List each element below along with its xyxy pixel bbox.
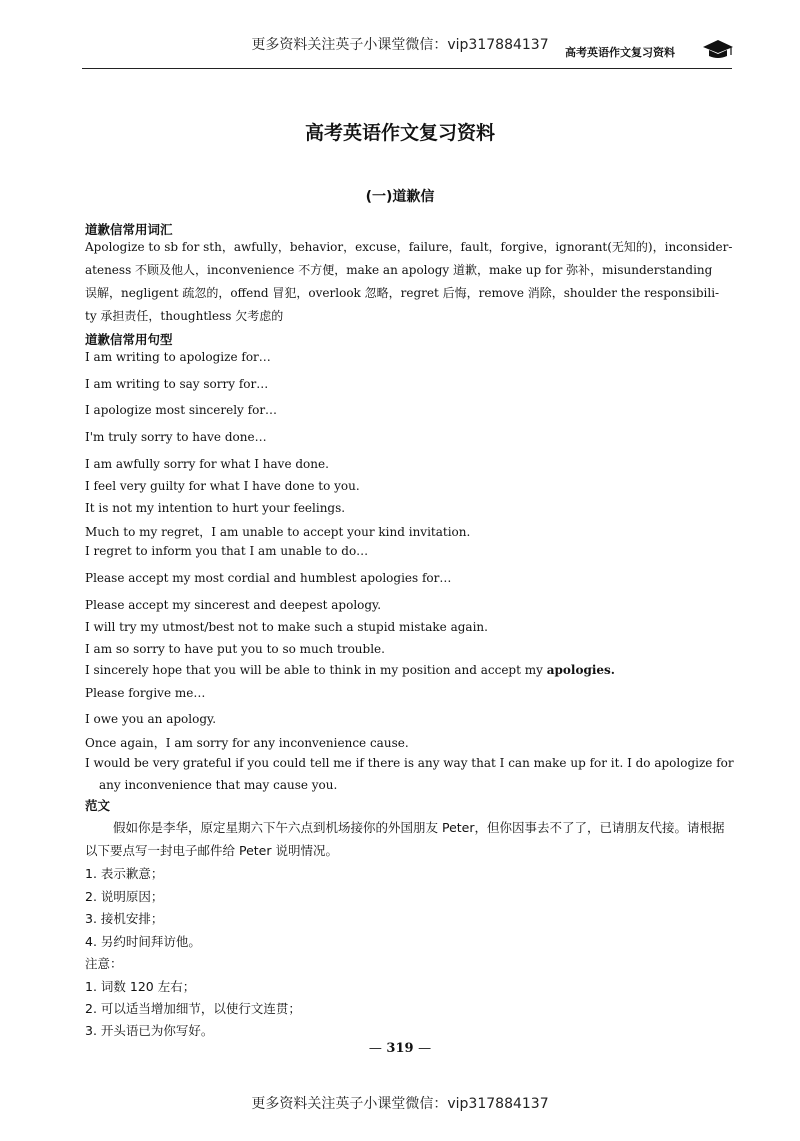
sentence-line: Much to my regret，I am unable to accept your kind invitation. xyxy=(85,525,471,539)
prompt-paragraph: 假如你是李华，原定星期六下午六点到机场接你的外国朋友 Peter，但你因事去不了了，已请朋友代接。请根据以下要点写一封电子邮件给 Peter 说明情况。 xyxy=(85,820,725,858)
watermark-bottom: 更多资料关注英子小课堂微信：vip317884137 xyxy=(251,1096,549,1112)
vocab-line: ty 承担责任，thoughtless 欠考虑的 xyxy=(85,309,284,323)
sentence-line: I am writing to apologize for… xyxy=(85,350,271,364)
last-sentence xyxy=(85,752,735,796)
sentence-line: Please forgive me… xyxy=(85,686,206,700)
vocab-paragraph xyxy=(85,236,735,328)
sentence-line: I am writing to say sorry for… xyxy=(85,377,269,391)
point-item: 3. 接机安排； xyxy=(85,911,164,926)
page-title: 高考英语作文复习资料 xyxy=(304,122,495,144)
sentence-line: I am awfully sorry for what I have done. xyxy=(85,457,329,471)
vocab-line: ateness 不顾及他人，inconvenience 不方便，make an apology 道歉，make up for 弥补，misunderstanding xyxy=(85,263,713,277)
note-item: 1. 词数 120 左右； xyxy=(85,979,196,994)
sentence-line: Once again，I am sorry for any inconvenience cause. xyxy=(85,736,409,750)
sentence-line: Please accept my sincerest and deepest apology. xyxy=(85,598,382,612)
vocab-line: Apologize to sb for sth，awfully，behavior，excuse，failure，fault，forgive，ignorant(无知的)，inconsider- xyxy=(85,240,733,254)
graduation-cap-icon xyxy=(702,38,734,60)
sentence-line: I'm truly sorry to have done… xyxy=(85,430,267,444)
sentence-line: I will try my utmost/best not to make such a stupid mistake again. xyxy=(85,620,488,634)
page-number-value: 319 xyxy=(386,1041,414,1056)
page-dash-right: — xyxy=(418,1041,432,1056)
sentence-line: I owe you an apology. xyxy=(85,712,217,726)
running-header: 高考英语作文复习资料 xyxy=(565,46,675,59)
notes-heading: 注意： xyxy=(85,956,123,971)
note-item: 3. 开头语已为你写好。 xyxy=(85,1023,214,1038)
header-rule xyxy=(82,68,732,69)
watermark-top: 更多资料关注英子小课堂微信：vip317884137 xyxy=(251,37,549,53)
last-sentence-text: I would be very grateful if you could tell me if there is any way that I can make up for it. I do apologize for any inconvenience that may cause you. xyxy=(85,756,734,792)
sentence-line: Please accept my most cordial and humblest apologies for… xyxy=(85,571,452,585)
section-title: (一)道歉信 xyxy=(365,189,435,205)
sentence-line: I feel very guilty for what I have done to you. xyxy=(85,479,360,493)
sentence-line: I apologize most sincerely for… xyxy=(85,403,278,417)
sentence-line: It is not my intention to hurt your feelings. xyxy=(85,501,346,515)
point-item: 1. 表示歉意； xyxy=(85,866,164,881)
sentence-text: I sincerely hope that you will be able to think in my position and accept my xyxy=(85,663,543,677)
sentence-line: I am so sorry to have put you to so much trouble. xyxy=(85,642,385,656)
bold-word: apologies. xyxy=(546,663,615,677)
sentence-line: I regret to inform you that I am unable to do… xyxy=(85,544,369,558)
point-item: 2. 说明原因； xyxy=(85,889,164,904)
note-item: 2. 可以适当增加细节，以使行文连贯； xyxy=(85,1001,301,1016)
vocab-heading: 道歉信常用词汇 xyxy=(85,222,173,237)
page-dash-left: — xyxy=(368,1041,382,1056)
sentence-line xyxy=(85,663,615,677)
point-item: 4. 另约时间拜访他。 xyxy=(85,934,201,949)
vocab-line: 误解，negligent 疏忽的，offend 冒犯，overlook 忽略，regret 后悔，remove 消除，shoulder the responsibili- xyxy=(85,286,720,300)
page-number xyxy=(0,1041,800,1056)
example-heading: 范文 xyxy=(85,798,111,813)
sentence-heading: 道歉信常用句型 xyxy=(85,332,173,347)
